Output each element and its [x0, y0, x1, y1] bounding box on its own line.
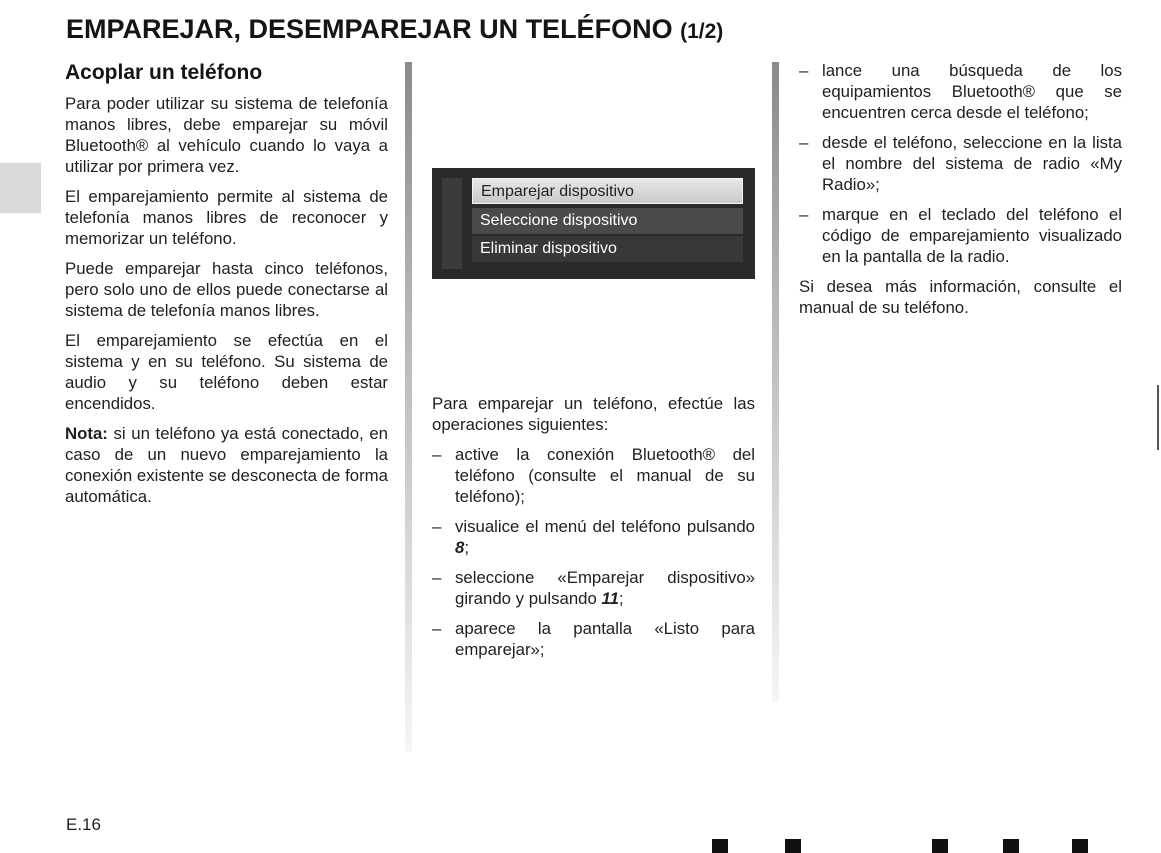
edge-mark	[785, 839, 801, 853]
menu-item-eliminar: Eliminar dispositivo	[472, 236, 743, 262]
note-paragraph	[65, 423, 388, 507]
steps-list	[432, 444, 755, 660]
list-item: – active la conexión Bluetooth® del teléfono (consulte el manual de su teléfono);	[432, 444, 755, 507]
column-3	[799, 60, 1122, 327]
edge-mark	[712, 839, 728, 853]
list-item: – lance una búsqueda de los equipamientos Bluetooth® que se encuentren cerca desde el teléfono;	[799, 60, 1122, 123]
menu-item-emparejar: Emparejar dispositivo	[472, 178, 743, 204]
column-1	[65, 60, 388, 516]
menu-item-seleccione: Seleccione dispositivo	[472, 208, 743, 234]
paragraph: El emparejamiento se efectúa en el sistema y en su teléfono. Su sistema de audio y su teléfono deben estar encendidos.	[65, 331, 388, 413]
page-edge-line	[1157, 385, 1159, 450]
edge-mark	[1072, 839, 1088, 853]
screen-side-rail	[442, 178, 462, 269]
page-number: E.16	[66, 815, 101, 834]
control-ref: 11	[601, 589, 619, 608]
list-item: – aparece la pantalla «Listo para emparejar»;	[432, 618, 755, 660]
list-item: – seleccione «Emparejar dispositivo» girando y pulsando 11;	[432, 567, 755, 609]
page-title-text: EMPAREJAR, DESEMPAREJAR UN TELÉFONO	[66, 14, 673, 44]
closing-paragraph: Si desea más información, consulte el manual de su teléfono.	[799, 277, 1122, 317]
page-title-part: (1/2)	[680, 20, 724, 43]
steps-list-continued	[799, 60, 1122, 267]
edge-mark	[932, 839, 948, 853]
list-item: – marque en el teclado del teléfono el código de emparejamiento visualizado en la pantalla de la radio.	[799, 204, 1122, 267]
page-title	[66, 14, 723, 45]
column-divider-left	[405, 62, 412, 752]
list-item: – visualice el menú del teléfono pulsando 8;	[432, 516, 755, 558]
list-item: – desde el teléfono, seleccione en la lista el nombre del sistema de radio «My Radio»;	[799, 132, 1122, 195]
section-heading: Acoplar un teléfono	[65, 61, 263, 84]
section-thumb-tab	[0, 163, 41, 213]
column-divider-right	[772, 62, 779, 702]
radio-screen-illustration	[432, 168, 755, 279]
column-2	[432, 393, 755, 669]
paragraph: Para poder utilizar su sistema de telefonía manos libres, debe emparejar su móvil Bluetooth® al vehículo cuando lo vaya a utilizar por primera vez.	[65, 94, 388, 176]
note-label: Nota:	[65, 424, 108, 443]
paragraph: Puede emparejar hasta cinco teléfonos, pero solo uno de ellos puede conectarse al sistema de telefonía manos libres.	[65, 259, 388, 320]
note-text: si un teléfono ya está conectado, en caso de un nuevo emparejamiento la conexión existente se desconecta de forma automática.	[65, 424, 388, 506]
edge-mark	[1003, 839, 1019, 853]
paragraph: El emparejamiento permite al sistema de telefonía manos libres de reconocer y memorizar un teléfono.	[65, 187, 388, 248]
steps-intro: Para emparejar un teléfono, efectúe las operaciones siguientes:	[432, 394, 755, 434]
control-ref: 8	[455, 538, 465, 557]
